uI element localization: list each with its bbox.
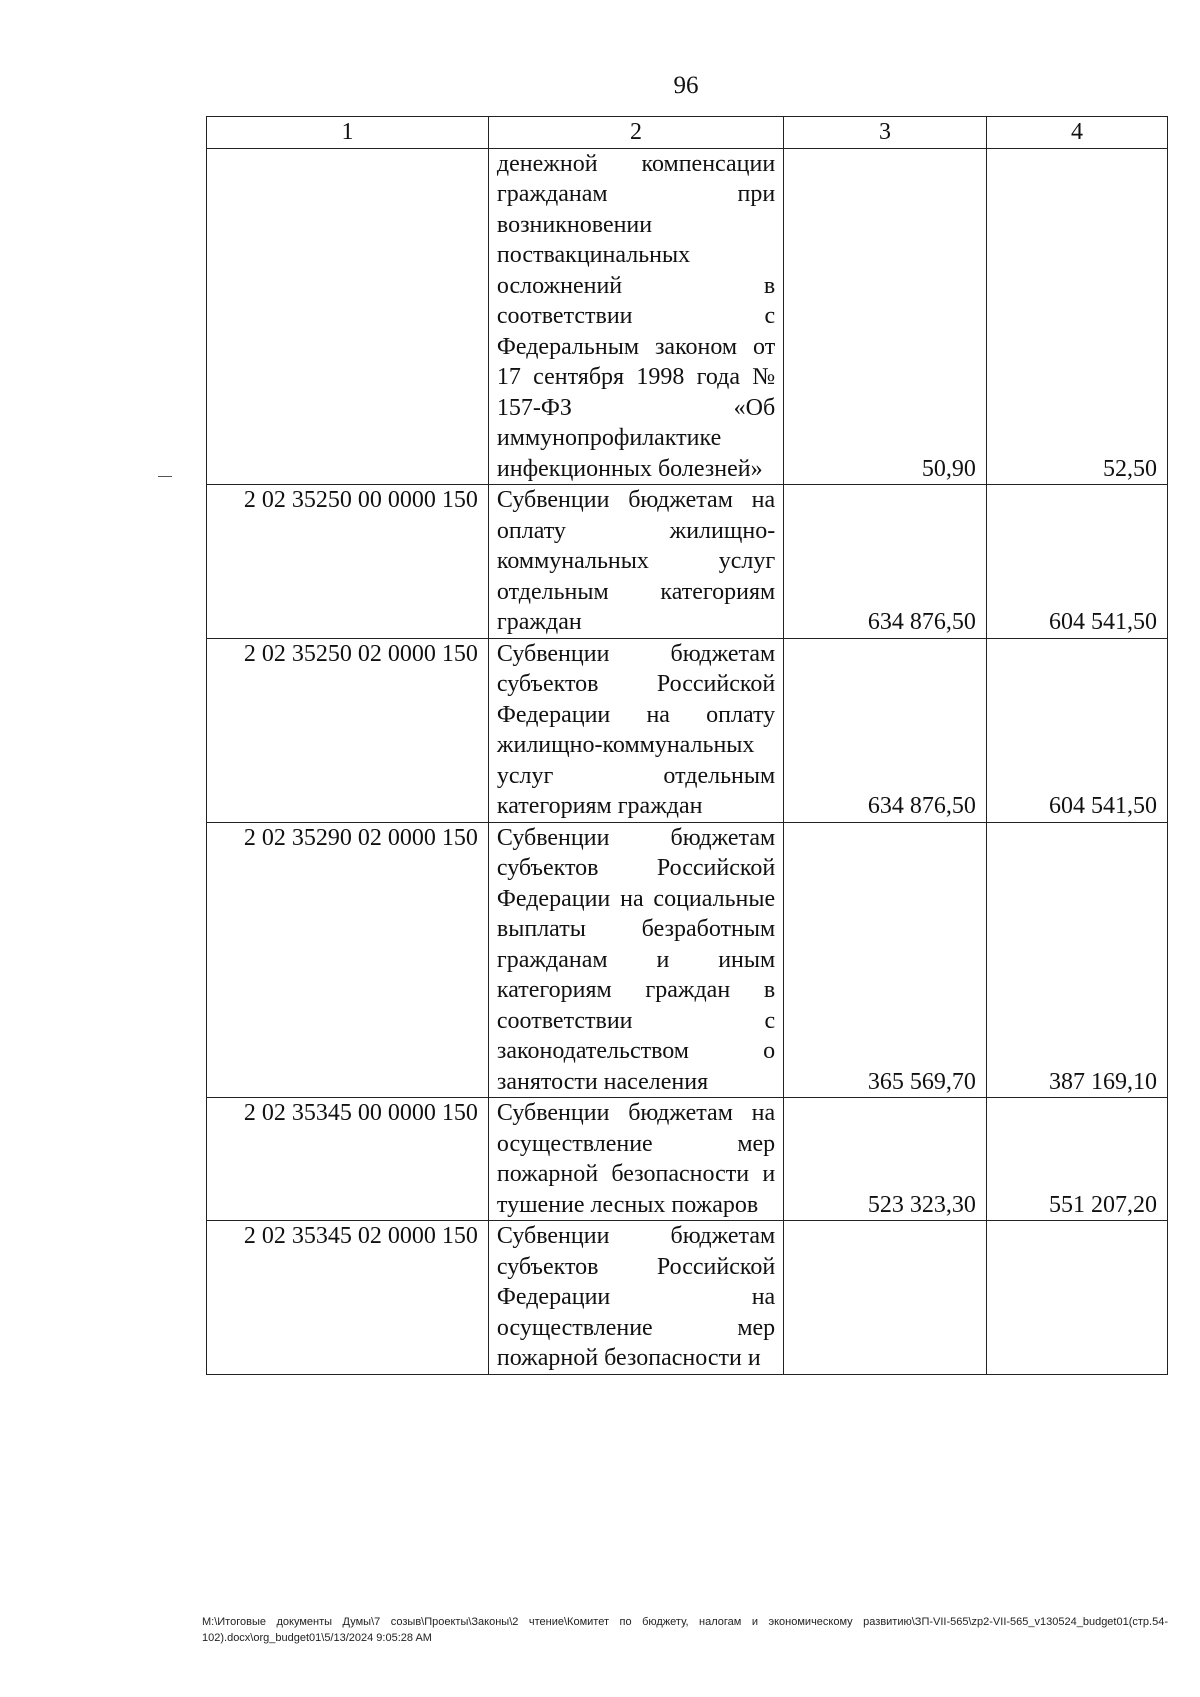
amount-column-3: 50,90: [784, 148, 987, 485]
item-description: Субвенции бюджетам субъектов Российской Федерации на оплату жилищно-коммунальных услуг отдельным категориям граждан: [488, 638, 783, 822]
table-row: [207, 485, 1168, 639]
page-number: 96: [673, 72, 699, 99]
budget-code: 2 02 35290 02 0000 150: [207, 822, 489, 1098]
budget-code: [207, 148, 489, 485]
table-row: [207, 1221, 1168, 1375]
document-file-path: М:\Итоговые документы Думы\7 созыв\Проекты\Законы\2 чтение\Комитет по бюджету, налогам и экономическому развитию\ЗП-VII-565\zp2-VII-565_v130524_budget01(стр.54-102).docx\org_budget01\5/13/2024 9:05:28 AM: [202, 1616, 1168, 1644]
amount-column-4: 551 207,20: [986, 1098, 1167, 1221]
amount-column-3: [784, 1221, 987, 1375]
amount-column-3: 634 876,50: [784, 485, 987, 639]
column-header-3: 3: [784, 117, 987, 149]
table-row: [207, 1098, 1168, 1221]
budget-code: 2 02 35250 00 0000 150: [207, 485, 489, 639]
amount-column-4: 52,50: [986, 148, 1167, 485]
table-header: [207, 117, 1168, 149]
amount-column-4: 387 169,10: [986, 822, 1167, 1098]
table-body: [207, 148, 1168, 1374]
amount-column-3: 365 569,70: [784, 822, 987, 1098]
table-row: [207, 638, 1168, 822]
column-header-1: 1: [207, 117, 489, 149]
budget-code: 2 02 35345 02 0000 150: [207, 1221, 489, 1375]
table-row: [207, 822, 1168, 1098]
item-description: Субвенции бюджетам на оплату жилищно-коммунальных услуг отдельным категориям граждан: [488, 485, 783, 639]
column-header-2: 2: [488, 117, 783, 149]
item-description: Субвенции бюджетам субъектов Российской Федерации на осуществление мер пожарной безопасности и: [488, 1221, 783, 1375]
margin-mark: [158, 476, 172, 477]
item-description: Субвенции бюджетам на осуществление мер пожарной безопасности и тушение лесных пожаров: [488, 1098, 783, 1221]
amount-column-4: 604 541,50: [986, 638, 1167, 822]
amount-column-3: 523 323,30: [784, 1098, 987, 1221]
amount-column-4: 604 541,50: [986, 485, 1167, 639]
amount-column-4: [986, 1221, 1167, 1375]
budget-table: [206, 116, 1168, 1375]
item-description: денежной компенсации гражданам при возникновении поствакцинальных осложнений в соответствии с Федеральным законом от 17 сентября 1998 года № 157-ФЗ «Об иммунопрофилактике инфекционных болезней»: [488, 148, 783, 485]
budget-code: 2 02 35250 02 0000 150: [207, 638, 489, 822]
budget-code: 2 02 35345 00 0000 150: [207, 1098, 489, 1221]
column-header-4: 4: [986, 117, 1167, 149]
item-description: Субвенции бюджетам субъектов Российской Федерации на социальные выплаты безработным гражданам и иным категориям граждан в соответствии с законодательством о занятости населения: [488, 822, 783, 1098]
amount-column-3: 634 876,50: [784, 638, 987, 822]
table-header-row: [207, 117, 1168, 149]
table-row: [207, 148, 1168, 485]
